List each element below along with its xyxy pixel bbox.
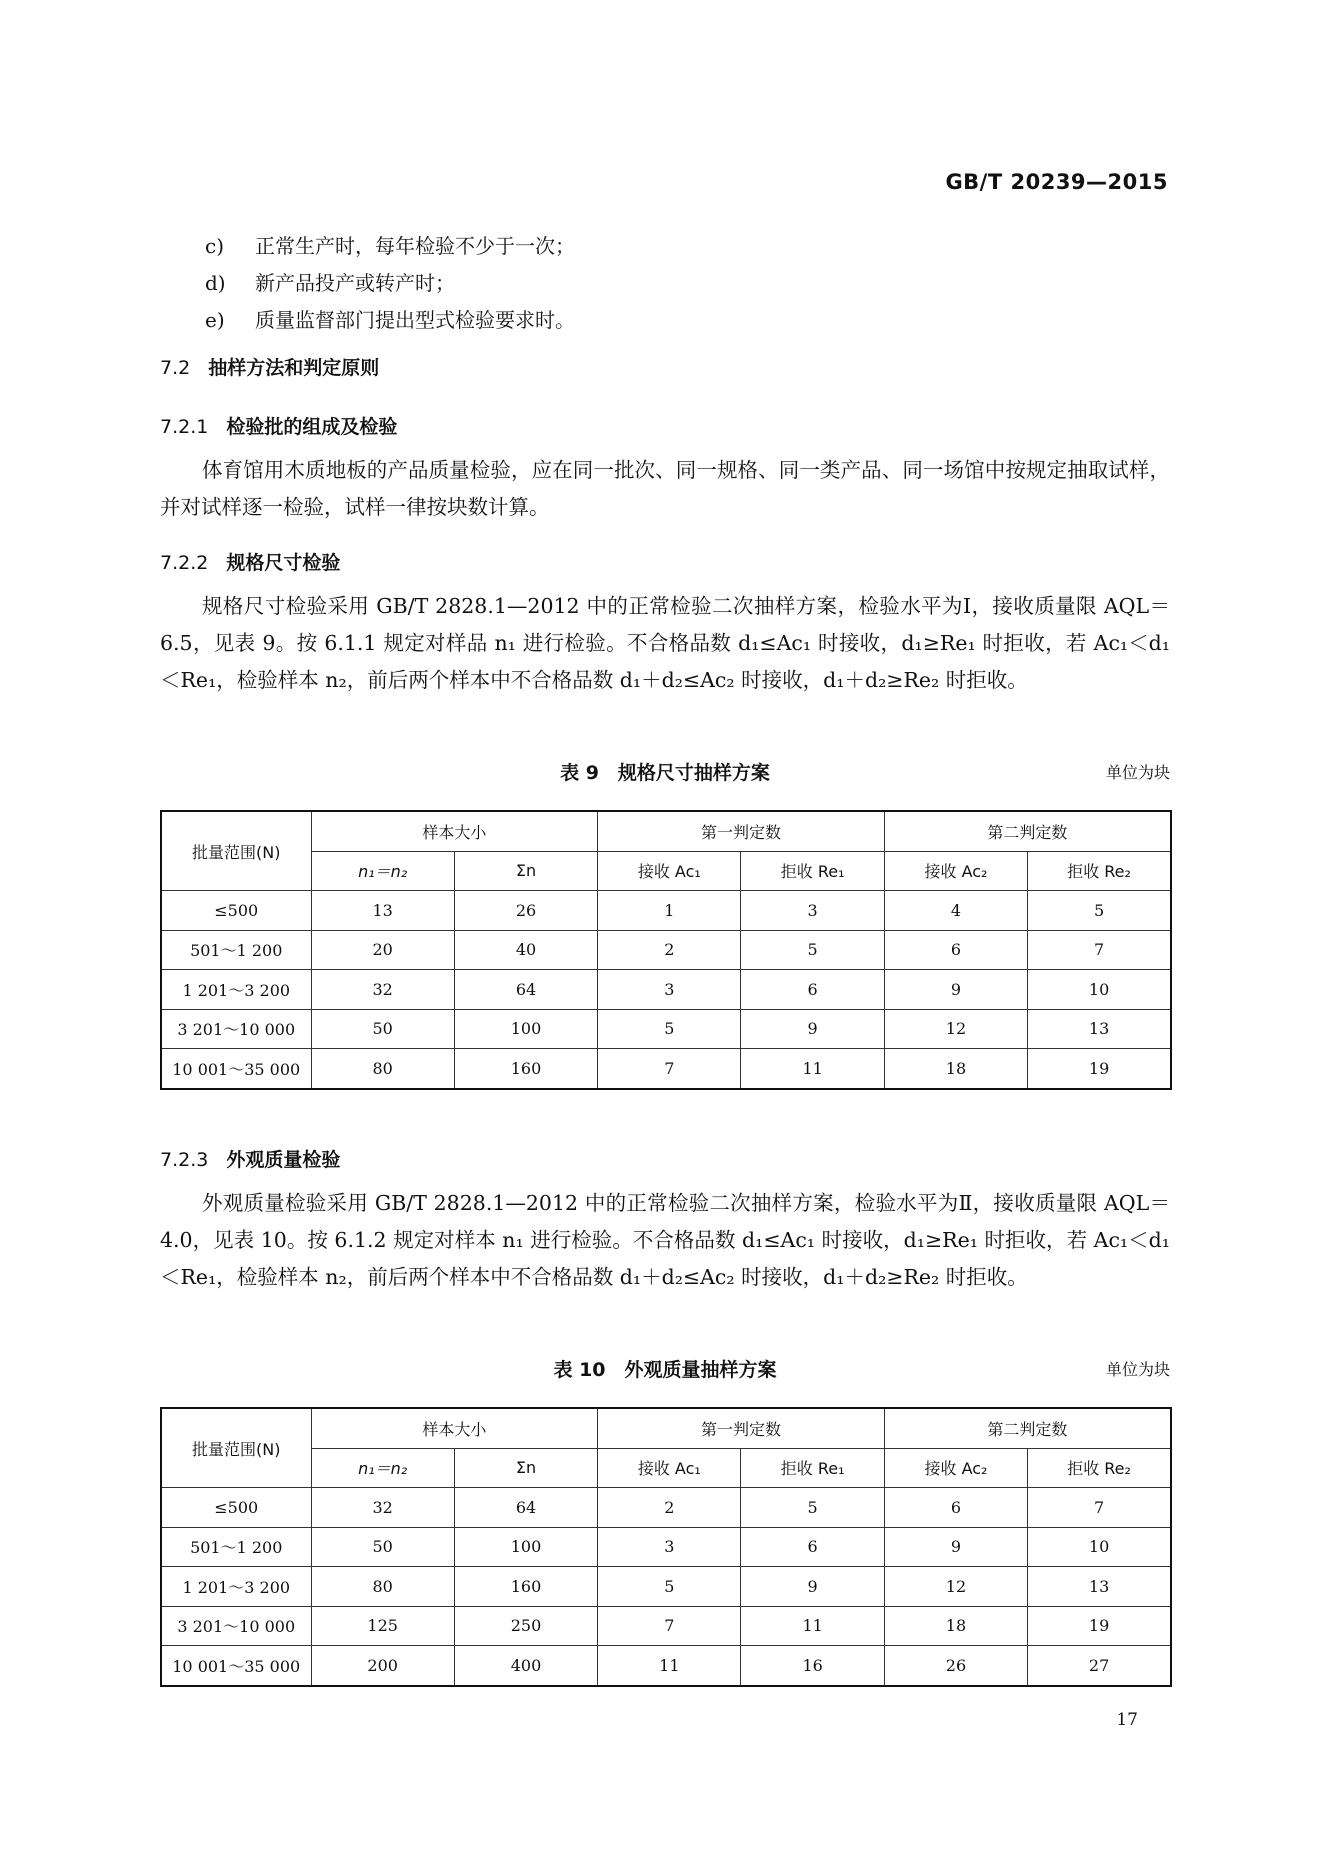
table-cell: 19: [1028, 1049, 1171, 1089]
list-item: [205, 302, 575, 339]
page-number: 17: [1116, 1710, 1138, 1730]
header-ac1: 接收 Ac₁: [598, 1448, 741, 1488]
lot-range-cell: 501～1 200: [161, 930, 311, 970]
table-cell: 50: [311, 1009, 454, 1049]
table-cell: 16: [741, 1646, 884, 1686]
table-row: [161, 1646, 1171, 1686]
section-number: 7.2.1: [160, 416, 209, 438]
list-item-text: 正常生产时，每年检验不少于一次；: [255, 234, 575, 258]
table-cell: 1: [598, 891, 741, 931]
table-cell: 64: [454, 970, 597, 1010]
table-cell: 400: [454, 1646, 597, 1686]
header-re1: 拒收 Re₁: [741, 1448, 884, 1488]
table-cell: 5: [1028, 891, 1171, 931]
table-unit: 单位为块: [1105, 763, 1170, 782]
table-cell: 7: [598, 1606, 741, 1646]
table-cell: 7: [1028, 930, 1171, 970]
lot-range-cell: 3 201～10 000: [161, 1009, 311, 1049]
table-cell: 12: [884, 1009, 1027, 1049]
section-number: 7.2.2: [160, 552, 209, 574]
section-title: 规格尺寸检验: [226, 552, 341, 574]
table-row: [161, 970, 1171, 1010]
section-7-2-2-paragraph: 规格尺寸检验采用 GB/T 2828.1—2012 中的正常检验二次抽样方案，检验水平为Ⅰ，接收质量限 AQL＝6.5，见表 9。按 6.1.1 规定对样品 n₁ 进行检验。不合格品数 d₁≤Ac₁ 时接收，d₁≥Re₁ 时拒收，若 Ac₁＜d₁＜Re₁，检验样本 n₂，前后两个样本中不合格品数 d₁＋d₂≤Ac₂ 时接收，d₁＋d₂≥Re₂ 时拒收。: [160, 594, 1170, 692]
section-heading-7-2-3: [160, 1145, 340, 1172]
table-title: 表 9 规格尺寸抽样方案: [560, 762, 770, 784]
table-cell: 80: [311, 1567, 454, 1607]
header-first-decision: 第一判定数: [598, 811, 885, 851]
table-cell: 200: [311, 1646, 454, 1686]
table-cell: 100: [454, 1009, 597, 1049]
table-10: [160, 1407, 1172, 1687]
table-row: [161, 1488, 1171, 1528]
table-cell: 160: [454, 1567, 597, 1607]
table-cell: 18: [884, 1606, 1027, 1646]
section-title: 检验批的组成及检验: [226, 416, 398, 438]
table-title: 表 10 外观质量抽样方案: [553, 1359, 777, 1381]
table-cell: 20: [311, 930, 454, 970]
list-item-mark: d): [205, 271, 226, 295]
header-re2: 拒收 Re₂: [1028, 851, 1171, 891]
section-number: 7.2.3: [160, 1149, 209, 1171]
table-row: [161, 1527, 1171, 1567]
table-cell: 26: [454, 891, 597, 931]
table-cell: 64: [454, 1488, 597, 1528]
table-unit: 单位为块: [1105, 1360, 1170, 1379]
table-cell: 100: [454, 1527, 597, 1567]
table-cell: 9: [741, 1567, 884, 1607]
table-cell: 2: [598, 930, 741, 970]
header-second-decision: 第二判定数: [884, 811, 1171, 851]
section-7-2-1-paragraph: 体育馆用木质地板的产品质量检验，应在同一批次、同一规格、同一类产品、同一场馆中按规定抽取试样，并对试样逐一检验，试样一律按块数计算。: [160, 458, 1170, 519]
table-cell: 11: [741, 1049, 884, 1089]
header-ac1: 接收 Ac₁: [598, 851, 741, 891]
table-cell: 160: [454, 1049, 597, 1089]
table-cell: 6: [884, 1488, 1027, 1528]
section-heading-7-2-2: [160, 548, 340, 575]
section-heading-7-2: [160, 353, 379, 380]
header-sample-size: 样本大小: [311, 1408, 598, 1448]
table-cell: 7: [1028, 1488, 1171, 1528]
table-cell: 6: [741, 970, 884, 1010]
table-9: [160, 810, 1172, 1090]
table-cell: 18: [884, 1049, 1027, 1089]
lot-range-cell: 10 001～35 000: [161, 1646, 311, 1686]
list-item-mark: e): [205, 308, 225, 332]
header-ac2: 接收 Ac₂: [884, 851, 1027, 891]
table-cell: 11: [598, 1646, 741, 1686]
lot-range-cell: 1 201～3 200: [161, 970, 311, 1010]
header-re1: 拒收 Re₁: [741, 851, 884, 891]
table-row: [161, 1009, 1171, 1049]
header-re2: 拒收 Re₂: [1028, 1448, 1171, 1488]
table-row: [161, 1606, 1171, 1646]
lot-range-cell: ≤500: [161, 1488, 311, 1528]
table-cell: 80: [311, 1049, 454, 1089]
table-cell: 13: [1028, 1009, 1171, 1049]
table-row: [161, 891, 1171, 931]
header-sum-n: Σn: [454, 1448, 597, 1488]
table-cell: 27: [1028, 1646, 1171, 1686]
lot-range-cell: ≤500: [161, 891, 311, 931]
list-item-text: 质量监督部门提出型式检验要求时。: [255, 308, 575, 332]
list-item-mark: c): [205, 234, 225, 258]
standard-code: GB/T 20239—2015: [945, 170, 1168, 194]
header-n1-n2: n₁＝n₂: [311, 851, 454, 891]
table-cell: 3: [598, 970, 741, 1010]
section-7-2-3-paragraph: 外观质量检验采用 GB/T 2828.1—2012 中的正常检验二次抽样方案，检验水平为Ⅱ，接收质量限 AQL＝4.0，见表 10。按 6.1.2 规定对样本 n₁ 进行检验。不合格品数 d₁≤Ac₁ 时接收，d₁≥Re₁ 时拒收，若 Ac₁＜d₁＜Re₁，检验样本 n₂，前后两个样本中不合格品数 d₁＋d₂≤Ac₂ 时接收，d₁＋d₂≥Re₂ 时拒收。: [160, 1191, 1170, 1289]
table-cell: 9: [741, 1009, 884, 1049]
table-cell: 6: [884, 930, 1027, 970]
section-number: 7.2: [160, 357, 191, 379]
table-cell: 11: [741, 1606, 884, 1646]
lot-range-cell: 501～1 200: [161, 1527, 311, 1567]
table-cell: 5: [741, 1488, 884, 1528]
table-cell: 6: [741, 1527, 884, 1567]
header-ac2: 接收 Ac₂: [884, 1448, 1027, 1488]
table-cell: 10: [1028, 1527, 1171, 1567]
table-cell: 50: [311, 1527, 454, 1567]
section-heading-7-2-1: [160, 412, 397, 439]
list-item: [205, 265, 575, 302]
header-sum-n: Σn: [454, 851, 597, 891]
lot-range-cell: 1 201～3 200: [161, 1567, 311, 1607]
table-row: [161, 1049, 1171, 1089]
list-item-text: 新产品投产或转产时；: [255, 271, 455, 295]
lot-range-cell: 3 201～10 000: [161, 1606, 311, 1646]
header-sample-size: 样本大小: [311, 811, 598, 851]
table-cell: 40: [454, 930, 597, 970]
table-cell: 5: [598, 1009, 741, 1049]
section-title: 外观质量检验: [226, 1149, 341, 1171]
table-cell: 32: [311, 1488, 454, 1528]
table-cell: 13: [311, 891, 454, 931]
table-cell: 9: [884, 1527, 1027, 1567]
table-cell: 5: [741, 930, 884, 970]
table-cell: 3: [598, 1527, 741, 1567]
table-cell: 9: [884, 970, 1027, 1010]
inspection-condition-list: [205, 228, 575, 339]
table-10-caption: [160, 1355, 1170, 1385]
table-cell: 3: [741, 891, 884, 931]
header-first-decision: 第一判定数: [598, 1408, 885, 1448]
table-row: [161, 1567, 1171, 1607]
header-lot-range: 批量范围(N): [161, 1408, 311, 1488]
table-cell: 10: [1028, 970, 1171, 1010]
table-cell: 32: [311, 970, 454, 1010]
header-n1-n2: n₁＝n₂: [311, 1448, 454, 1488]
lot-range-cell: 10 001～35 000: [161, 1049, 311, 1089]
table-cell: 12: [884, 1567, 1027, 1607]
table-cell: 19: [1028, 1606, 1171, 1646]
table-cell: 5: [598, 1567, 741, 1607]
table-cell: 250: [454, 1606, 597, 1646]
header-lot-range: 批量范围(N): [161, 811, 311, 891]
table-9-caption: [160, 758, 1170, 788]
table-cell: 125: [311, 1606, 454, 1646]
table-row: [161, 930, 1171, 970]
header-second-decision: 第二判定数: [884, 1408, 1171, 1448]
table-cell: 26: [884, 1646, 1027, 1686]
table-cell: 4: [884, 891, 1027, 931]
table-cell: 7: [598, 1049, 741, 1089]
list-item: [205, 228, 575, 265]
section-title: 抽样方法和判定原则: [208, 357, 380, 379]
table-cell: 13: [1028, 1567, 1171, 1607]
table-cell: 2: [598, 1488, 741, 1528]
